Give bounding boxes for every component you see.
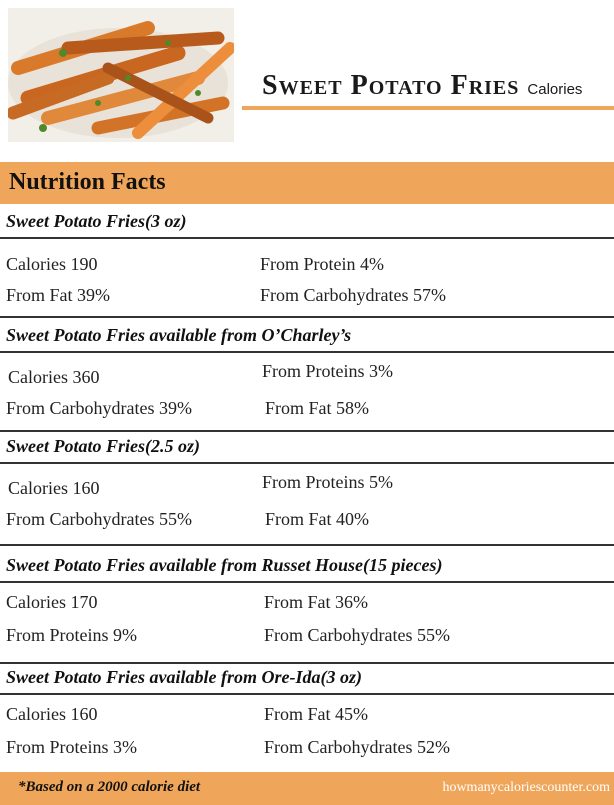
nutrient-value: From Carbohydrates 55%	[6, 509, 192, 529]
footer-bar	[0, 772, 614, 805]
nutrient-value: From Fat 40%	[265, 509, 370, 529]
nutrient-value: From Fat 36%	[264, 592, 369, 612]
nutrient-value: From Carbohydrates 55%	[264, 625, 450, 645]
nutrition-section	[0, 662, 614, 773]
section-values	[0, 239, 614, 318]
nutrition-section	[0, 431, 614, 546]
nutrient-value: From Fat 58%	[265, 398, 370, 418]
nutrition-section	[0, 550, 614, 664]
section-values	[0, 353, 614, 432]
nutrient-value: From Proteins 5%	[262, 472, 394, 492]
nutrient-value: From Fat 39%	[6, 285, 111, 305]
calories-value: Calories 160	[8, 478, 100, 498]
nutrient-value: From Protein 4%	[260, 254, 384, 274]
section-title: Sweet Potato Fries available from Ore-Ida(3 oz)	[0, 662, 614, 695]
section-values	[0, 583, 614, 664]
diet-footnote: *Based on a 2000 calorie diet	[18, 779, 201, 795]
nutrition-facts-heading: Nutrition Facts	[9, 169, 166, 195]
nutrition-section	[0, 320, 614, 432]
section-title: Sweet Potato Fries(2.5 oz)	[0, 431, 614, 464]
nutrient-value: From Proteins 9%	[6, 625, 138, 645]
calories-value: Calories 170	[6, 592, 98, 612]
page-subtitle: Calories	[527, 81, 583, 98]
page-title-block	[242, 70, 614, 110]
nutrient-value: From Proteins 3%	[6, 737, 138, 757]
nutrient-value: From Carbohydrates 39%	[6, 398, 192, 418]
section-title: Sweet Potato Fries available from Russet House(15 pieces)	[0, 550, 614, 583]
fries-illustration	[8, 8, 234, 142]
nutrient-value: From Carbohydrates 57%	[260, 285, 446, 305]
nutrient-value: From Proteins 3%	[262, 361, 394, 381]
calories-value: Calories 160	[6, 704, 98, 724]
page-title: Sweet Potato Fries	[262, 70, 520, 101]
site-watermark: howmanycaloriescounter.com	[442, 780, 610, 795]
calories-value: Calories 360	[8, 367, 100, 387]
sweet-potato-fries-photo	[8, 8, 234, 142]
section-title: Sweet Potato Fries(3 oz)	[0, 206, 614, 239]
nutrition-facts-header	[0, 162, 614, 204]
nutrition-section	[0, 206, 614, 318]
calories-value: Calories 190	[6, 254, 98, 274]
title-underline	[242, 106, 614, 110]
nutrient-value: From Carbohydrates 52%	[264, 737, 450, 757]
section-values	[0, 464, 614, 546]
nutrient-value: From Fat 45%	[264, 704, 369, 724]
section-title: Sweet Potato Fries available from O’Charley’s	[0, 320, 614, 353]
section-values	[0, 695, 614, 773]
